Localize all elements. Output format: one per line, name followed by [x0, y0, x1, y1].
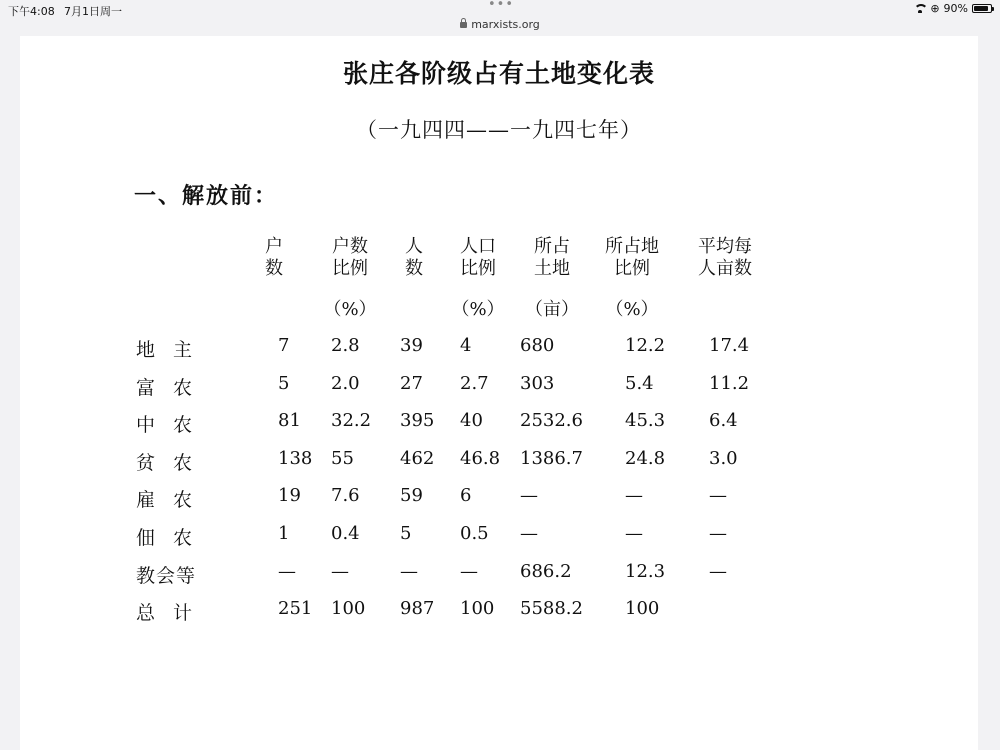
table-cell: 100 [460, 598, 495, 619]
column-header: 所占 土地 [534, 236, 570, 279]
column-header: 人口 比例 [460, 236, 496, 279]
status-indicators [914, 2, 992, 15]
column-unit: （%） [605, 299, 659, 320]
row-label: 总计 [136, 602, 211, 624]
table-cell: 1 [278, 523, 290, 544]
section-heading: 一、解放前： [134, 183, 279, 209]
status-time: 下午4:08 [8, 5, 55, 18]
table-cell: 55 [331, 448, 354, 469]
table-cell: 251 [278, 598, 313, 619]
table-cell: 2.7 [460, 373, 489, 394]
column-unit: （亩） [525, 299, 579, 320]
table-cell: 138 [278, 448, 313, 469]
table-cell: 5.4 [625, 373, 654, 394]
table-cell: 24.8 [625, 448, 666, 469]
table-cell: 27 [400, 373, 423, 394]
table-cell: 12.3 [625, 561, 666, 582]
table-cell: — [709, 523, 727, 544]
table-cell: 4 [460, 335, 472, 356]
table-cell: 462 [400, 448, 435, 469]
table-cell: — [520, 523, 538, 544]
table-cell: 6.4 [709, 410, 738, 431]
battery-icon [972, 4, 992, 13]
table-cell: 40 [460, 410, 483, 431]
more-dots-icon[interactable]: ••• [488, 0, 515, 12]
table-cell: 2.0 [331, 373, 360, 394]
table-cell: 19 [278, 485, 301, 506]
column-unit: （%） [323, 299, 377, 320]
row-label: 雇农 [136, 489, 211, 511]
column-header: 平均每 人亩数 [698, 236, 752, 279]
table-cell: 2.8 [331, 335, 360, 356]
table-cell: — [278, 561, 296, 582]
table-cell: 987 [400, 598, 435, 619]
table-cell: — [625, 523, 643, 544]
row-label: 富农 [136, 377, 211, 399]
table-cell: 12.2 [625, 335, 666, 356]
table-cell: 11.2 [709, 373, 750, 394]
column-header: 所占地 比例 [605, 236, 659, 279]
table-cell: 100 [625, 598, 660, 619]
table-cell: 46.8 [460, 448, 501, 469]
column-header: 户 数 [265, 236, 283, 279]
table-cell: 5 [400, 523, 412, 544]
table-cell: 81 [278, 410, 301, 431]
table-cell: 2532.6 [520, 410, 583, 431]
address-bar[interactable] [0, 18, 1000, 31]
column-unit: （%） [451, 299, 505, 320]
table-cell: 5 [278, 373, 290, 394]
table-cell: 45.3 [625, 410, 666, 431]
status-date: 7月1日周一 [64, 5, 122, 18]
table-cell: — [625, 485, 643, 506]
wifi-icon [914, 4, 926, 13]
table-cell: 5588.2 [520, 598, 583, 619]
table-cell: — [460, 561, 478, 582]
page-subtitle: （一九四四——一九四七年） [356, 118, 642, 142]
table-cell: — [520, 485, 538, 506]
table-cell: 686.2 [520, 561, 572, 582]
row-label: 佃农 [136, 527, 211, 549]
row-label: 贫农 [136, 452, 211, 474]
battery-percent: 90% [943, 2, 968, 15]
table-cell: 0.4 [331, 523, 360, 544]
table-cell: 7 [278, 335, 290, 356]
document-page [20, 36, 978, 750]
page-title: 张庄各阶级占有土地变化表 [342, 59, 655, 88]
table-cell: 1386.7 [520, 448, 583, 469]
row-label: 地主 [136, 339, 211, 361]
table-cell: 303 [520, 373, 555, 394]
status-bar [0, 0, 1000, 34]
table-cell: 59 [400, 485, 423, 506]
table-cell: 39 [400, 335, 423, 356]
lock-icon [460, 22, 467, 28]
table-cell: 7.6 [331, 485, 360, 506]
column-header: 户数 比例 [332, 236, 368, 279]
table-cell: — [400, 561, 418, 582]
table-cell: 32.2 [331, 410, 372, 431]
table-cell: 6 [460, 485, 472, 506]
table-cell: 395 [400, 410, 435, 431]
table-cell: — [709, 561, 727, 582]
table-cell: — [709, 485, 727, 506]
table-cell: 17.4 [709, 335, 750, 356]
table-cell: 100 [331, 598, 366, 619]
table-cell: 680 [520, 335, 555, 356]
table-cell: — [331, 561, 349, 582]
row-label: 中农 [136, 414, 211, 436]
table-cell: 3.0 [709, 448, 738, 469]
orientation-lock-icon: ⊕ [930, 2, 940, 15]
row-label: 教会等 [136, 565, 197, 587]
url-text: marxists.org [471, 18, 540, 31]
table-cell: 0.5 [460, 523, 489, 544]
column-header: 人 数 [405, 236, 423, 279]
